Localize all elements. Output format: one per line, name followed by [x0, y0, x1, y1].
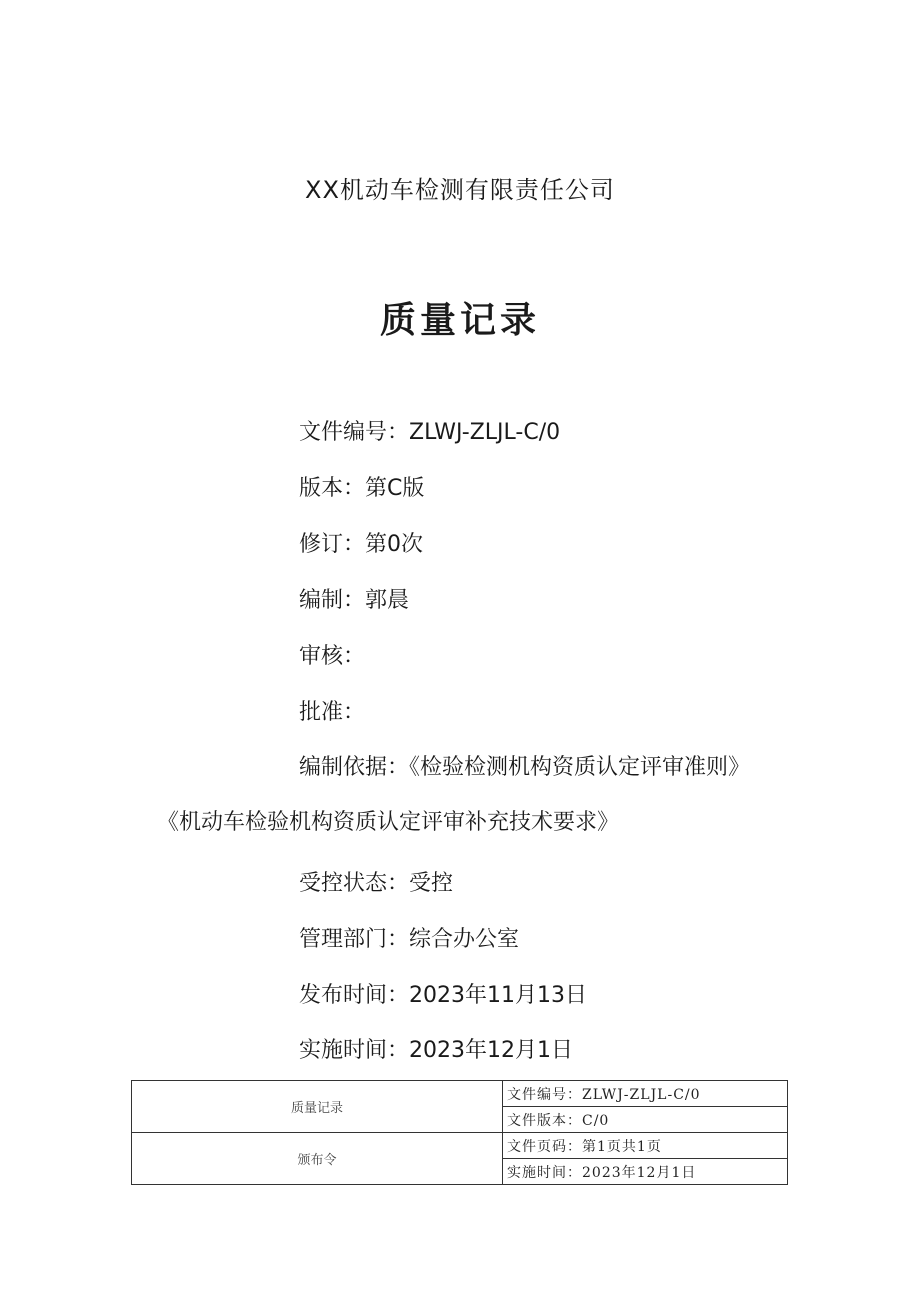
document-title: 质量记录	[379, 300, 540, 341]
info-version: 版本：第C版	[299, 476, 425, 501]
info-compiled-by: 编制：郭晨	[299, 588, 410, 613]
info-approved-by: 批准：	[299, 700, 366, 725]
impl-date-cell: 实施时间：2023年12月1日	[503, 1159, 788, 1185]
info-department: 管理部门：综合办公室	[299, 927, 520, 952]
doc-page-cell: 文件页码：第1页共1页	[503, 1133, 788, 1159]
info-reviewed-by: 审核：	[299, 644, 366, 669]
table-row	[132, 1133, 788, 1159]
decree-cell: 颁布令	[132, 1133, 503, 1185]
info-file-number: 文件编号：ZLWJ-ZLJL-C/0	[299, 420, 561, 445]
info-basis: 编制依据：《检验检测机构资质认定评审准则》	[299, 755, 751, 780]
doc-number-cell: 文件编号：ZLWJ-ZLJL-C/0	[503, 1081, 788, 1107]
info-implementation-date: 实施时间：2023年12月1日	[299, 1038, 573, 1063]
info-basis-continued: 《机动车检验机构资质认定评审补充技术要求》	[157, 810, 620, 835]
document-control-table	[131, 1080, 788, 1185]
doc-version-cell: 文件版本：C/0	[503, 1107, 788, 1133]
table-row	[132, 1081, 788, 1107]
info-revision: 修订：第0次	[299, 532, 423, 557]
info-release-date: 发布时间：2023年11月13日	[299, 983, 587, 1008]
info-control-status: 受控状态：受控	[299, 871, 454, 896]
company-name: XX机动车检测有限责任公司	[305, 176, 615, 204]
record-type-cell: 质量记录	[132, 1081, 503, 1133]
